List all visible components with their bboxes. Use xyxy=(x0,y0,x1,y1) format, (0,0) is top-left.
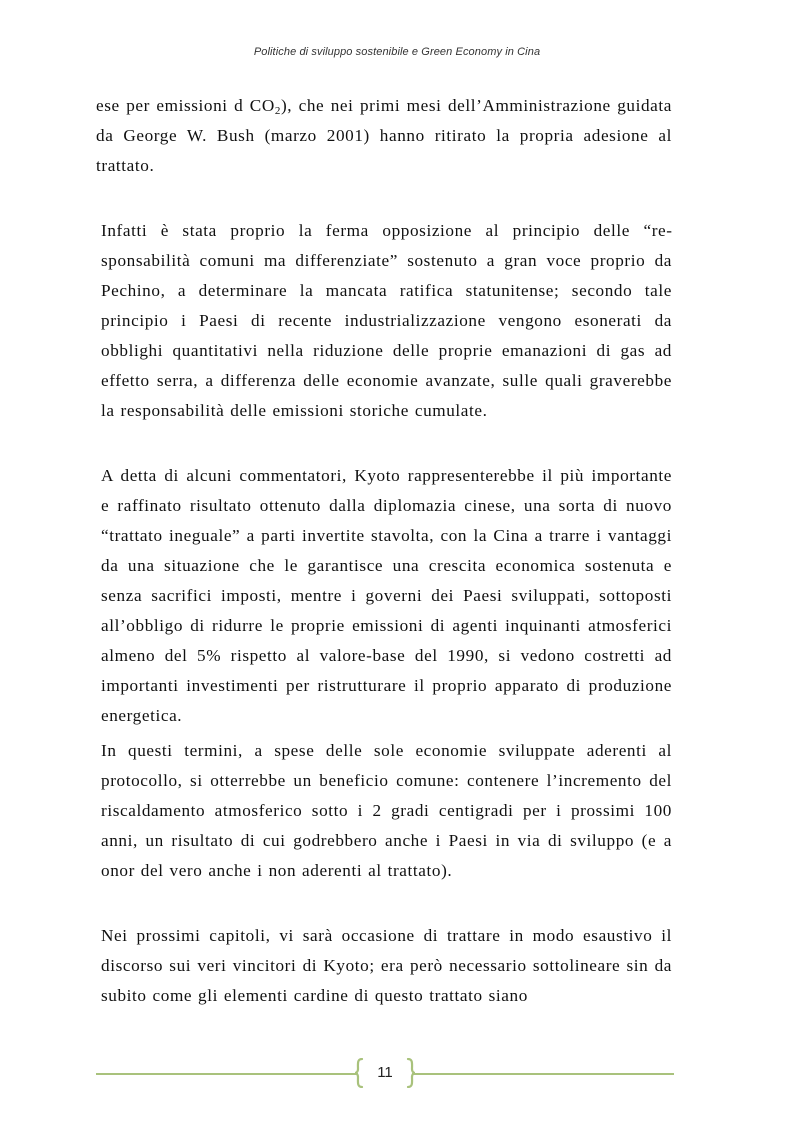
footer-rule-right xyxy=(412,1073,674,1075)
paragraph-3: A detta di alcuni commentatori, Kyoto rappresenterebbe il più importante e raffinato risultato ottenuto dalla diplomazia cinese, una sorta di nuovo “trattato ineguale” a parti invertite stavolta, con la Cina a trarre i vantaggi da una situazione che le garantisce una crescita economica sostenuta e senza sacrifici imposti, mentre i governi dei Paesi sviluppati, sottoposti all’obbligo di ridurre le proprie emissioni di agenti inquinanti atmosferici almeno del 5% rispetto al valore-base del 1990, si vedono costretti ad importanti investimenti per ristrutturare il proprio apparato di produzione energetica. xyxy=(101,466,672,725)
document-body xyxy=(96,91,672,1011)
paragraph-1-start: ese per emissioni d CO xyxy=(96,96,275,115)
paragraph-1 xyxy=(96,91,672,181)
paragraph-1-rest: ), che nei primi mesi dell’Amministrazione guidata da George W. Bush (marzo 2001) hanno ritirato la propria adesione al trattato. xyxy=(96,96,673,175)
left-brace-icon xyxy=(354,1058,364,1088)
paragraph-4: In questi termini, a spese delle sole economie sviluppate aderenti al protocollo, si otterrebbe un beneficio comune: contenere l’incremento del riscaldamento atmosferico sotto i 2 gradi centigradi per i prossimi 100 anni, un risultato di cui godrebbero anche i Paesi in via di sviluppo (e a onor del vero anche i non aderenti al trattato). xyxy=(101,741,672,880)
co2-subscript: 2 xyxy=(274,105,281,117)
footer-rule-left xyxy=(96,1073,358,1075)
paragraph-2: Infatti è stata proprio la ferma opposizione al principio delle “responsabilità comuni ma differenziate” sostenuto a gran voce proprio da Pechino, a determinare la mancata ratifica statunitense; secondo tale principio i Paesi di recente industrializzazione vengono esonerati da obblighi quantitativi nella riduzione delle proprie emanazioni di gas ad effetto serra, a differenza delle economie avanzate, sulle quali graverebbe la responsabilità delle emissioni storiche cumulate. xyxy=(101,221,672,420)
page-number: 11 xyxy=(377,1064,393,1081)
running-header: Politiche di sviluppo sostenibile e Green Economy in Cina xyxy=(253,46,541,58)
paragraph-5: Nei prossimi capitoli, vi sarà occasione di trattare in modo esaustivo il discorso sui veri vincitori di Kyoto; era però necessario sottolineare sin da subito come gli elementi cardine di questo trattato siano xyxy=(101,926,672,1005)
page-footer xyxy=(96,1058,674,1090)
